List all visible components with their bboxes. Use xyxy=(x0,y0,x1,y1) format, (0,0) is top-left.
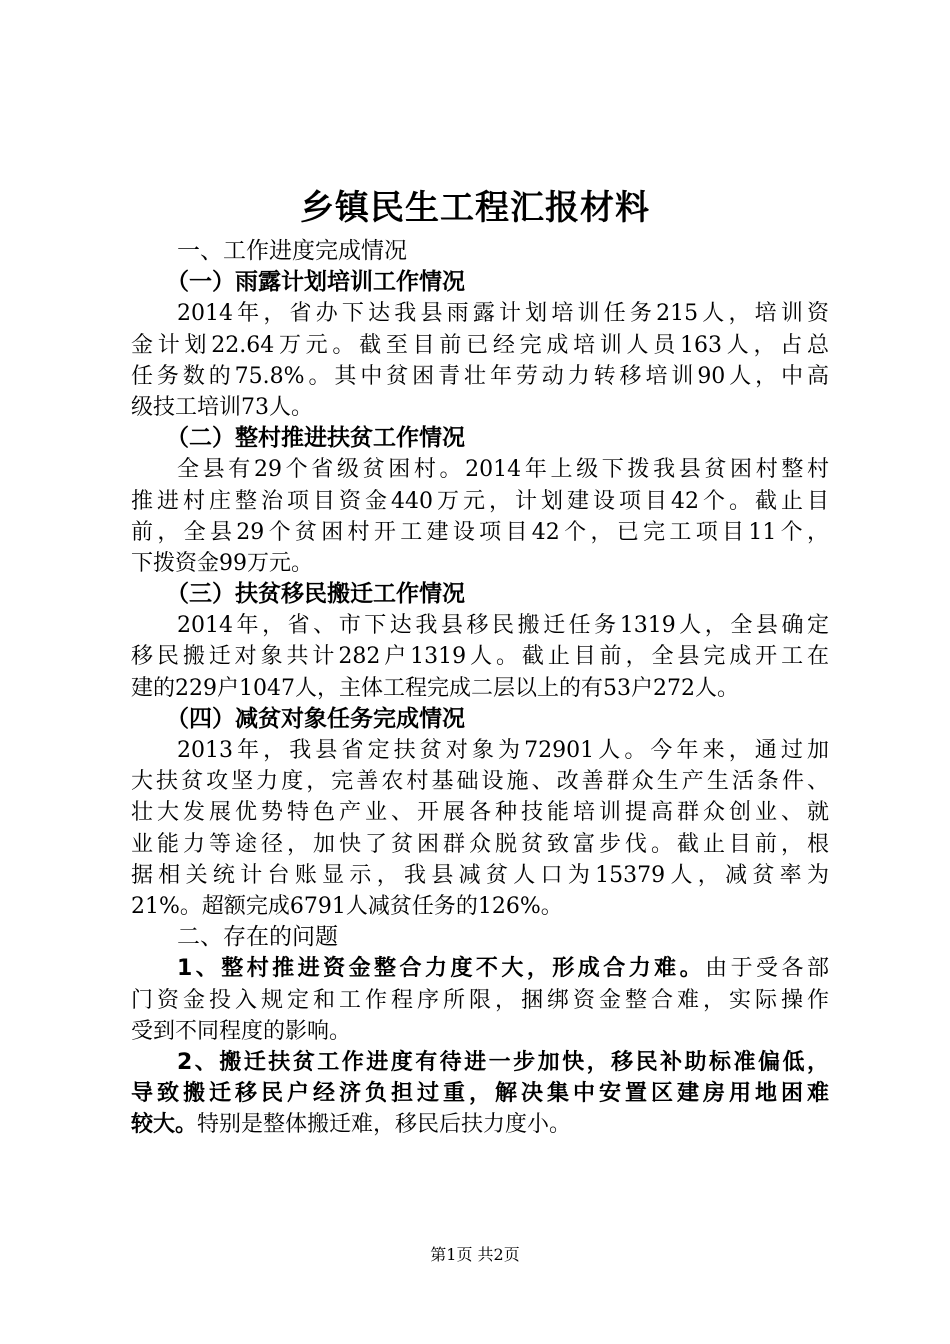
paragraph-line: 金计划22.64万元。截至目前已经完成培训人员163人，占总 xyxy=(131,332,829,358)
issue-item-2-title-line: 2、搬迁扶贫工作进度有待进一步加快，移民补助标准偏低， xyxy=(177,1049,829,1075)
section-heading: 一、工作进度完成情况 xyxy=(177,238,407,264)
issue-item-2-line xyxy=(131,1109,829,1140)
section-heading: 二、存在的问题 xyxy=(177,924,338,951)
paragraph-line: 21%。超额完成6791人减贫任务的126%。 xyxy=(131,893,563,919)
subsection-heading: （四）减贫对象任务完成情况 xyxy=(166,705,465,732)
paragraph-line: 推进村庄整治项目资金440万元，计划建设项目42个。截止目 xyxy=(131,488,829,514)
paragraph-line: 前，全县29个贫困村开工建设项目42个，已完工项目11个， xyxy=(131,519,829,545)
paragraph-line: 受到不同程度的影响。 xyxy=(131,1018,352,1044)
paragraph-line: 2014年，省、市下达我县移民搬迁任务1319人，全县确定 xyxy=(177,613,829,639)
issue-item-2-title-line: 导致搬迁移民户经济负担过重，解决集中安置区建房用地困难 xyxy=(131,1081,829,1107)
paragraph-line: 2013年，我县省定扶贫对象为72901人。今年来，通过加 xyxy=(177,738,829,763)
issue-item-1-line xyxy=(131,953,829,984)
issue-item-2-title-end: 较大。 xyxy=(131,1112,198,1138)
paragraph-line: 级技工培训73人。 xyxy=(131,394,313,420)
document-body xyxy=(131,236,829,1140)
paragraph-line: 移民搬迁对象共计282户1319人。截止目前，全县完成开工在 xyxy=(131,644,829,670)
paragraph-line: 全县有29个省级贫困村。2014年上级下拨我县贫困村整村 xyxy=(177,457,829,483)
paragraph-line: 大扶贫攻坚力度，完善农村基础设施、改善群众生产生活条件、 xyxy=(131,769,829,795)
paragraph-line: 业能力等途径，加快了贫困群众脱贫致富步伐。截止目前，根 xyxy=(131,831,829,857)
page-footer: 第1页 共2页 xyxy=(430,1245,520,1264)
paragraph-line: 建的229户1047人，主体工程完成二层以上的有53户272人。 xyxy=(131,675,739,701)
issue-item-1-title: 1、整村推进资金整合力度不大，形成合力难。 xyxy=(177,956,706,982)
issue-item-2-text: 特别是整体搬迁难，移民后扶力度小。 xyxy=(197,1112,572,1138)
paragraph-line: 门资金投入规定和工作程序所限，捆绑资金整合难，实际操作 xyxy=(131,987,829,1013)
paragraph-line: 据相关统计台账显示，我县减贫人口为15379人，减贫率为 xyxy=(131,862,829,888)
paragraph-line: 下拨资金99万元。 xyxy=(131,550,313,576)
issue-item-1-text: 由于受各部 xyxy=(705,956,829,982)
document-title: 乡镇民生工程汇报材料 xyxy=(300,188,650,228)
paragraph-line: 壮大发展优势特色产业、开展各种技能培训提高群众创业、就 xyxy=(131,800,829,826)
paragraph-line: 任务数的75.8%。其中贫困青壮年劳动力转移培训90人，中高 xyxy=(131,363,829,389)
paragraph-line: 2014年，省办下达我县雨露计划培训任务215人，培训资 xyxy=(177,301,829,327)
subsection-heading: （一）雨露计划培训工作情况 xyxy=(166,269,465,296)
subsection-heading: （二）整村推进扶贫工作情况 xyxy=(166,425,465,452)
subsection-heading: （三）扶贫移民搬迁工作情况 xyxy=(166,581,465,608)
